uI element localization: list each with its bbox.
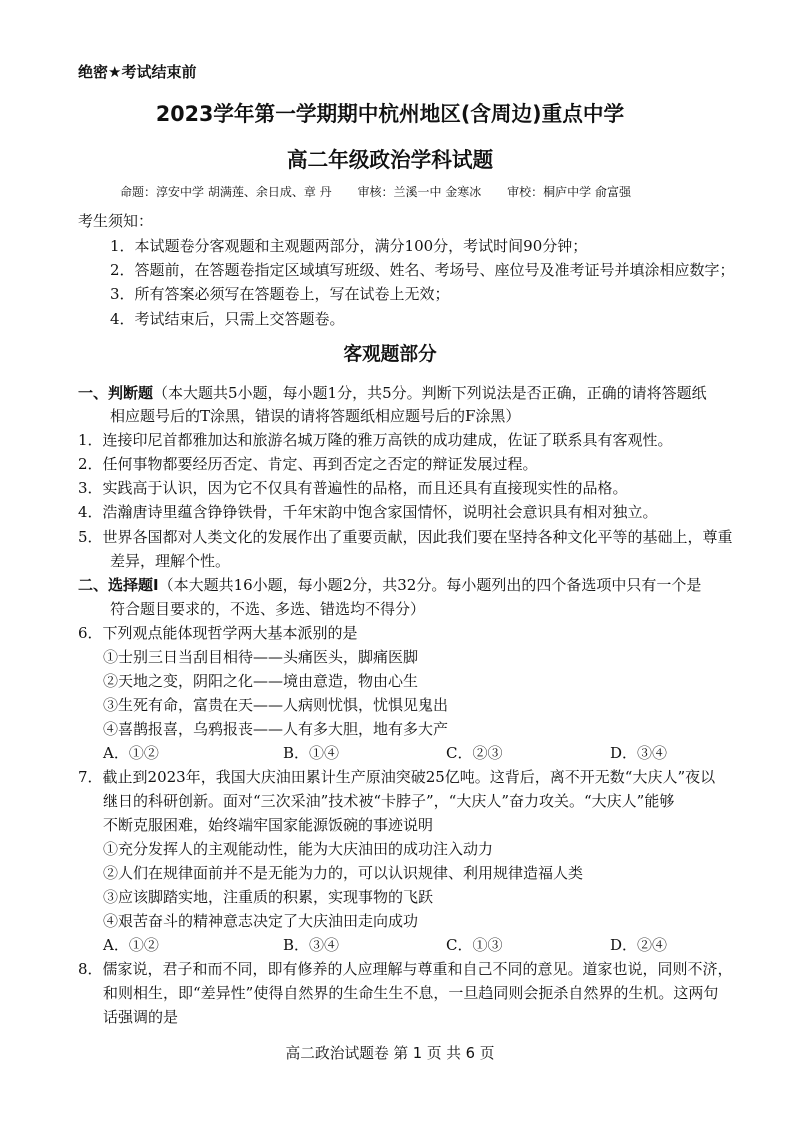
question-7-statement: ④艰苦奋斗的精神意志决定了大庆油田走向成功 [103,912,419,930]
notice-item: 4．考试结束后，只需上交答题卷。 [110,310,345,328]
part1-heading-bold: 一、判断题 [78,384,154,402]
question-4: 4．浩瀚唐诗里蕴含铮铮铁骨，千年宋韵中饱含家国情怀，说明社会意识具有相对独立。 [78,503,658,521]
question-6-option-a: A．①② [103,744,159,762]
exam-subtitle: 高二年级政治学科试题 [286,148,494,172]
question-6-statement: ②天地之变，阴阳之化——境由意造，物由心生 [103,672,419,690]
part2-heading [78,575,701,595]
credits-reviewer: 审核：兰溪一中 金寒冰 [357,185,482,199]
question-6-statement: ④喜鹊报喜，乌鸦报丧——人有多大胆，地有多大产 [103,720,449,738]
question-7-option-b: B．③④ [283,936,340,954]
question-7-stem-cont: 不断克服困难，始终端牢国家能源饭碗的事迹说明 [103,816,434,834]
credits-checker: 审校：桐庐中学 俞富强 [507,185,631,199]
question-6-stem: 6．下列观点能体现哲学两大基本派别的是 [78,624,358,642]
question-7-stem-cont: 继日的科研创新。面对“三次采油”技术被“卡脖子”，“大庆人”奋力攻关。“大庆人”能够 [103,792,675,810]
part1-heading-text: （本大题共5小题，每小题1分，共5分。判断下列说法是否正确，正确的请将答题纸 [153,384,707,402]
question-3: 3．实践高于认识，因为它不仅具有普遍性的品格，而且还具有直接现实性的品格。 [78,479,628,497]
question-6-statement: ①士别三日当刮目相待——头痛医头，脚痛医脚 [103,648,419,666]
question-6-option-c: C．②③ [446,744,503,762]
question-1: 1．连接印尼首都雅加达和旅游名城万隆的雅万高铁的成功建成，佐证了联系具有客观性。 [78,431,673,449]
question-7-statement: ①充分发挥人的主观能动性，能为大庆油田的成功注入动力 [103,840,494,858]
question-6-option-b: B．①④ [283,744,340,762]
notice-heading: 考生须知： [78,212,154,230]
question-5-cont: 差异，理解个性。 [110,552,231,570]
question-7-statement: ②人们在规律面前并不是无能为力的，可以认识规律、利用规律造福人类 [103,864,584,882]
question-8-stem: 8．儒家说，君子和而不同，即有修养的人应理解与尊重和自己不同的意见。道家也说，同则不济， [78,960,733,978]
question-7-stem: 7．截止到2023年，我国大庆油田累计生产原油突破25亿吨。这背后，离不开无数“大庆人”夜以 [78,768,716,786]
question-7-statement: ③应该脚踏实地，注重质的积累，实现事物的飞跃 [103,888,434,906]
question-6-option-d: D．③④ [610,744,668,762]
part2-heading-bold: 二、选择题Ⅰ [78,576,159,594]
question-8-stem-cont: 和则相生，即“差异性”使得自然界的生命生生不息，一旦趋同则会扼杀自然界的生机。这两句 [103,984,719,1002]
part1-heading-cont: 相应题号后的T涂黑，错误的请将答题纸相应题号后的F涂黑） [110,407,521,425]
question-7-option-a: A．①② [103,936,159,954]
section-title: 客观题部分 [343,343,437,365]
page-footer: 高二政治试题卷 第 1 页 共 6 页 [285,1044,495,1062]
question-7-option-d: D．②④ [610,936,668,954]
part2-heading-cont: 符合题目要求的，不选、多选、错选均不得分） [110,600,426,618]
credits-line [120,184,653,200]
exam-title: 2023学年第一学期期中杭州地区(含周边)重点中学 [155,102,625,126]
notice-item: 2．答题前，在答题卷指定区域填写班级、姓名、考场号、座位号及准考证号并填涂相应数字； [110,261,735,279]
question-7-option-c: C．①③ [446,936,503,954]
part2-heading-text: （本大题共16小题，每小题2分，共32分。每小题列出的四个备选项中只有一个是 [158,576,702,594]
confidential-label: 绝密★考试结束前 [78,63,197,81]
credits-author: 命题：淳安中学 胡满莲、余日成、章 丹 [120,185,332,199]
notice-item: 1．本试题卷分客观题和主观题两部分，满分100分，考试时间90分钟； [110,237,588,255]
question-2: 2．任何事物都要经历否定、肯定、再到否定之否定的辩证发展过程。 [78,455,538,473]
part1-heading [78,383,707,403]
question-5: 5．世界各国都对人类文化的发展作出了重要贡献，因此我们要在坚持各种文化平等的基础上，尊重 [78,528,733,546]
question-8-stem-cont: 话强调的是 [103,1008,179,1026]
question-6-statement: ③生死有命，富贵在天——人病则忧惧，忧惧见鬼出 [103,696,449,714]
notice-item: 3．所有答案必须写在答题卷上，写在试卷上无效； [110,285,450,303]
